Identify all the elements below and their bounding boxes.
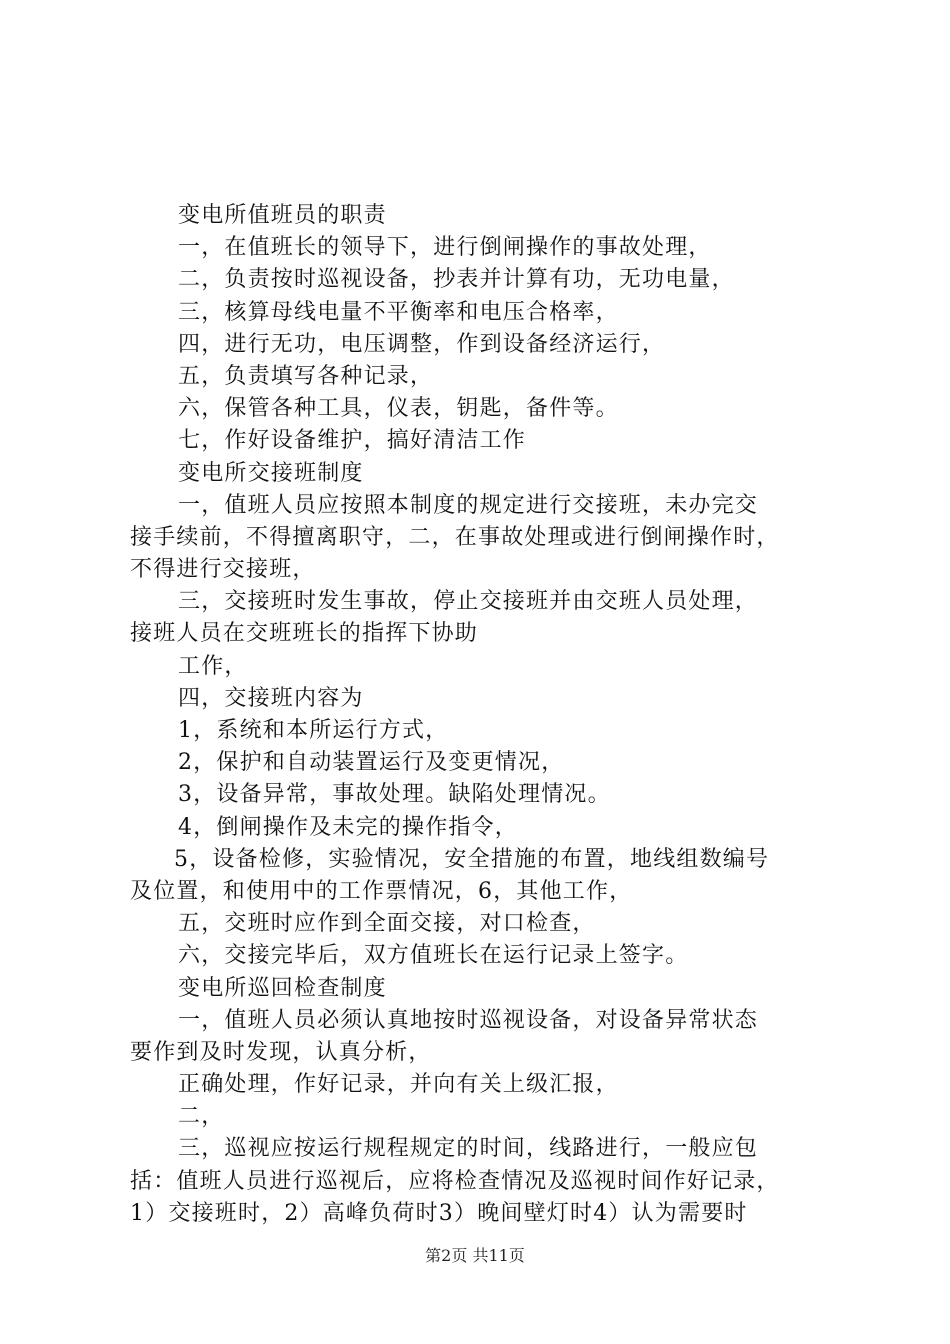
text-line: 六，保管各种工具，仪表，钥匙，备件等。 [178, 396, 619, 422]
text-line: 及位置，和使用中的工作票情况，6，其他工作， [130, 878, 633, 904]
text-line: 四，进行无功，电压调整，作到设备经济运行， [178, 331, 666, 357]
text-line: 3，设备异常，事故处理。缺陷处理情况。 [178, 782, 611, 808]
text-line: 七，作好设备维护，搞好清洁工作 [178, 428, 527, 454]
text-line: 三，核算母线电量不平衡率和电压合格率， [178, 299, 619, 325]
text-line: 1）交接班时，2）高峰负荷时3）晚间壁灯时4）认为需要时 [130, 1200, 748, 1226]
text-line: 一，值班人员应按照本制度的规定进行交接班，未办完交 [178, 492, 759, 518]
text-line: 五，交班时应作到全面交接，对口检查， [178, 911, 596, 937]
text-line: 一，值班人员必须认真地按时巡视设备，对设备异常状态 [178, 1007, 759, 1033]
document-body [130, 200, 845, 1230]
text-line: 2，保护和自动装置运行及变更情况， [178, 750, 565, 776]
text-line: 三，交接班时发生事故，停止交接班并由交班人员处理， [178, 589, 759, 615]
text-line: 接班人员在交班班长的指挥下协助 [130, 621, 479, 647]
text-line: 变电所值班员的职责 [178, 203, 387, 228]
text-line: 不得进行交接班， [130, 557, 316, 583]
text-line: 三，巡视应按运行规程规定的时间，线路进行，一般应包 [178, 1136, 759, 1162]
text-line: 接手续前，不得擅离职守，二，在事故处理或进行倒闸操作时， [130, 524, 780, 550]
text-line: 正确处理，作好记录，并向有关上级汇报， [178, 1072, 619, 1098]
text-line: 二，负责按时巡视设备，抄表并计算有功，无功电量， [178, 267, 735, 293]
text-line: 4，倒闸操作及未完的操作指令， [178, 814, 518, 840]
text-line: 二， [178, 1104, 225, 1130]
text-line: 六，交接完毕后，双方值班长在运行记录上签字。 [178, 943, 689, 969]
text-line: 要作到及时发现，认真分析， [130, 1039, 432, 1065]
text-line: 变电所巡回检查制度 [178, 975, 387, 1001]
text-line: 1，系统和本所运行方式， [178, 718, 449, 743]
text-line: 五，负责填写各种记录， [178, 363, 434, 389]
text-line: 括：值班人员进行巡视后，应将检查情况及巡视时间作好记录， [130, 1168, 780, 1194]
text-line: 工作， [178, 653, 248, 679]
page-number: 第2页 共11页 [425, 1246, 525, 1265]
text-line: 一，在值班长的领导下，进行倒闸操作的事故处理， [178, 235, 712, 261]
text-line: 四，交接班内容为 [178, 685, 364, 711]
text-line: 变电所交接班制度 [178, 460, 364, 486]
text-line: 5，设备检修，实验情况，安全措施的布置，地线组数编号 [174, 846, 770, 872]
page-footer [0, 1243, 950, 1266]
